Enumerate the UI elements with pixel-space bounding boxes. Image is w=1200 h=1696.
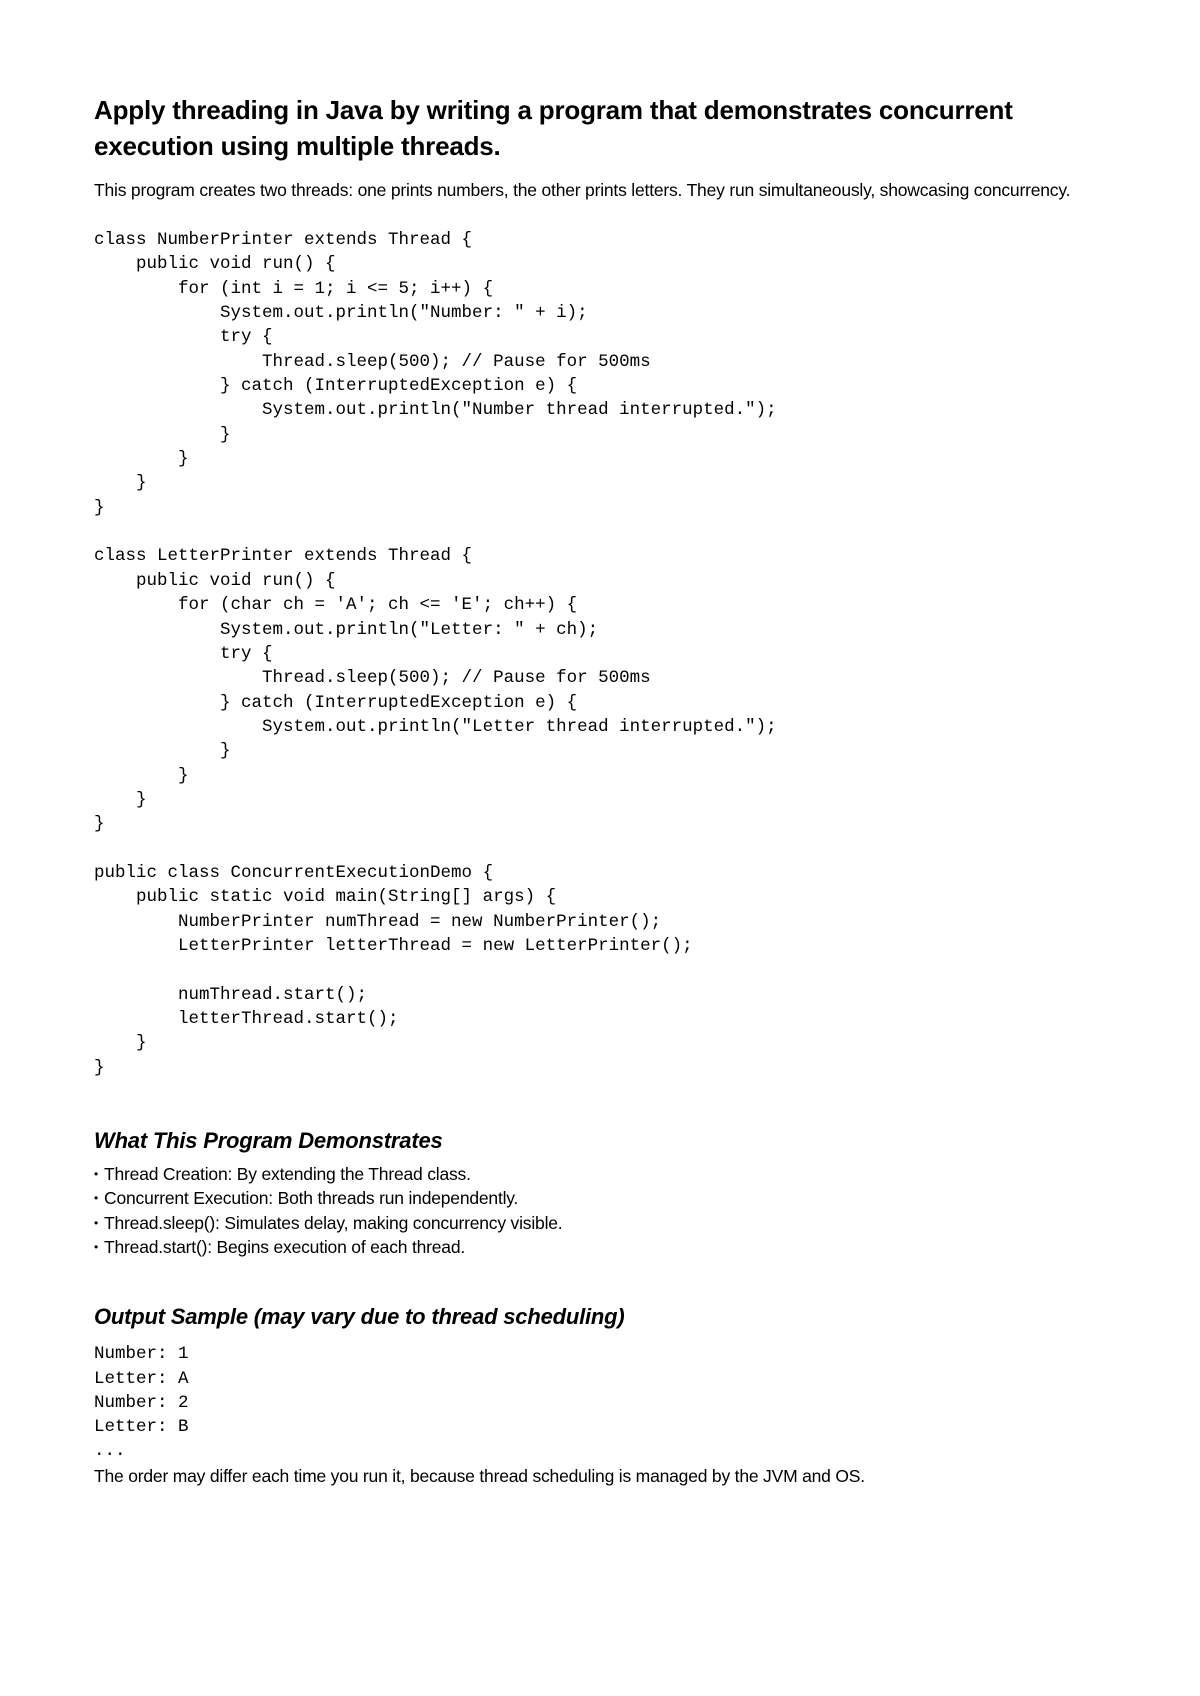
code-line: }	[94, 789, 147, 810]
code-line	[94, 520, 1124, 544]
code-line: Thread.sleep(500); // Pause for 500ms	[94, 668, 651, 689]
code-line: }	[94, 449, 189, 470]
output-heading: Output Sample (may vary due to thread scheduling)	[94, 1304, 625, 1330]
code-line: }	[94, 424, 231, 445]
code-line: letterThread.start();	[94, 1009, 399, 1029]
code-line: numThread.start();	[94, 984, 368, 1005]
output-sample-block	[94, 1342, 1124, 1463]
code-line: }	[94, 497, 105, 518]
output-line: Letter: B	[94, 1417, 189, 1438]
code-line: public class ConcurrentExecutionDemo {	[94, 862, 494, 883]
code-line: public static void main(String[] args) {	[94, 887, 557, 908]
code-line: } catch (InterruptedException e) {	[94, 376, 578, 397]
code-line: Thread.sleep(500); // Pause for 500ms	[94, 351, 651, 372]
code-line: for (char ch = 'A'; ch <= 'E'; ch++) {	[94, 595, 578, 616]
list-item: • Thread.start(): Begins execution of each thread.	[94, 1235, 1124, 1259]
code-line: LetterPrinter letterThread = new LetterPrinter();	[94, 935, 693, 956]
intro-paragraph: This program creates two threads: one prints numbers, the other prints letters. They run simultaneously, showcasing concurrency.	[94, 180, 1071, 200]
code-line: for (int i = 1; i <= 5; i++) {	[94, 278, 494, 299]
code-block	[94, 228, 1124, 1080]
demonstrates-list	[94, 1162, 1124, 1259]
code-line: System.out.println("Number: " + i);	[94, 303, 588, 324]
output-line: Number: 2	[94, 1392, 189, 1413]
code-line	[94, 837, 1124, 861]
code-line: NumberPrinter numThread = new NumberPrinter();	[94, 911, 662, 932]
code-line: }	[94, 741, 231, 762]
output-line: Number: 1	[94, 1344, 189, 1365]
code-line: class NumberPrinter extends Thread {	[94, 230, 473, 250]
code-line: System.out.println("Number thread interrupted.");	[94, 400, 777, 421]
output-line: ...	[94, 1441, 126, 1462]
code-line: }	[94, 814, 105, 835]
demonstrates-heading: What This Program Demonstrates	[94, 1128, 443, 1154]
list-item: • Concurrent Execution: Both threads run independently.	[94, 1186, 1124, 1210]
output-note: The order may differ each time you run it, because thread scheduling is managed by the JVM and OS.	[94, 1465, 865, 1486]
code-line: System.out.println("Letter: " + ch);	[94, 619, 599, 640]
code-line: }	[94, 1057, 105, 1078]
code-line: System.out.println("Letter thread interrupted.");	[94, 716, 777, 737]
code-line: public void run() {	[94, 570, 336, 591]
code-line: }	[94, 1033, 147, 1054]
code-line: }	[94, 765, 189, 786]
code-line	[94, 958, 1124, 982]
list-item: • Thread.sleep(): Simulates delay, making concurrency visible.	[94, 1211, 1124, 1235]
code-line: public void run() {	[94, 254, 336, 275]
code-line: try {	[94, 327, 273, 348]
code-line: }	[94, 473, 147, 494]
code-line: } catch (InterruptedException e) {	[94, 692, 578, 713]
code-line: class LetterPrinter extends Thread {	[94, 546, 473, 567]
output-line: Letter: A	[94, 1368, 189, 1389]
document-page	[94, 92, 1124, 1488]
code-line: try {	[94, 643, 273, 664]
list-item: • Thread Creation: By extending the Thread class.	[94, 1162, 1124, 1186]
page-title: Apply threading in Java by writing a program that demonstrates concurrent execution using multiple threads.	[94, 95, 1013, 161]
